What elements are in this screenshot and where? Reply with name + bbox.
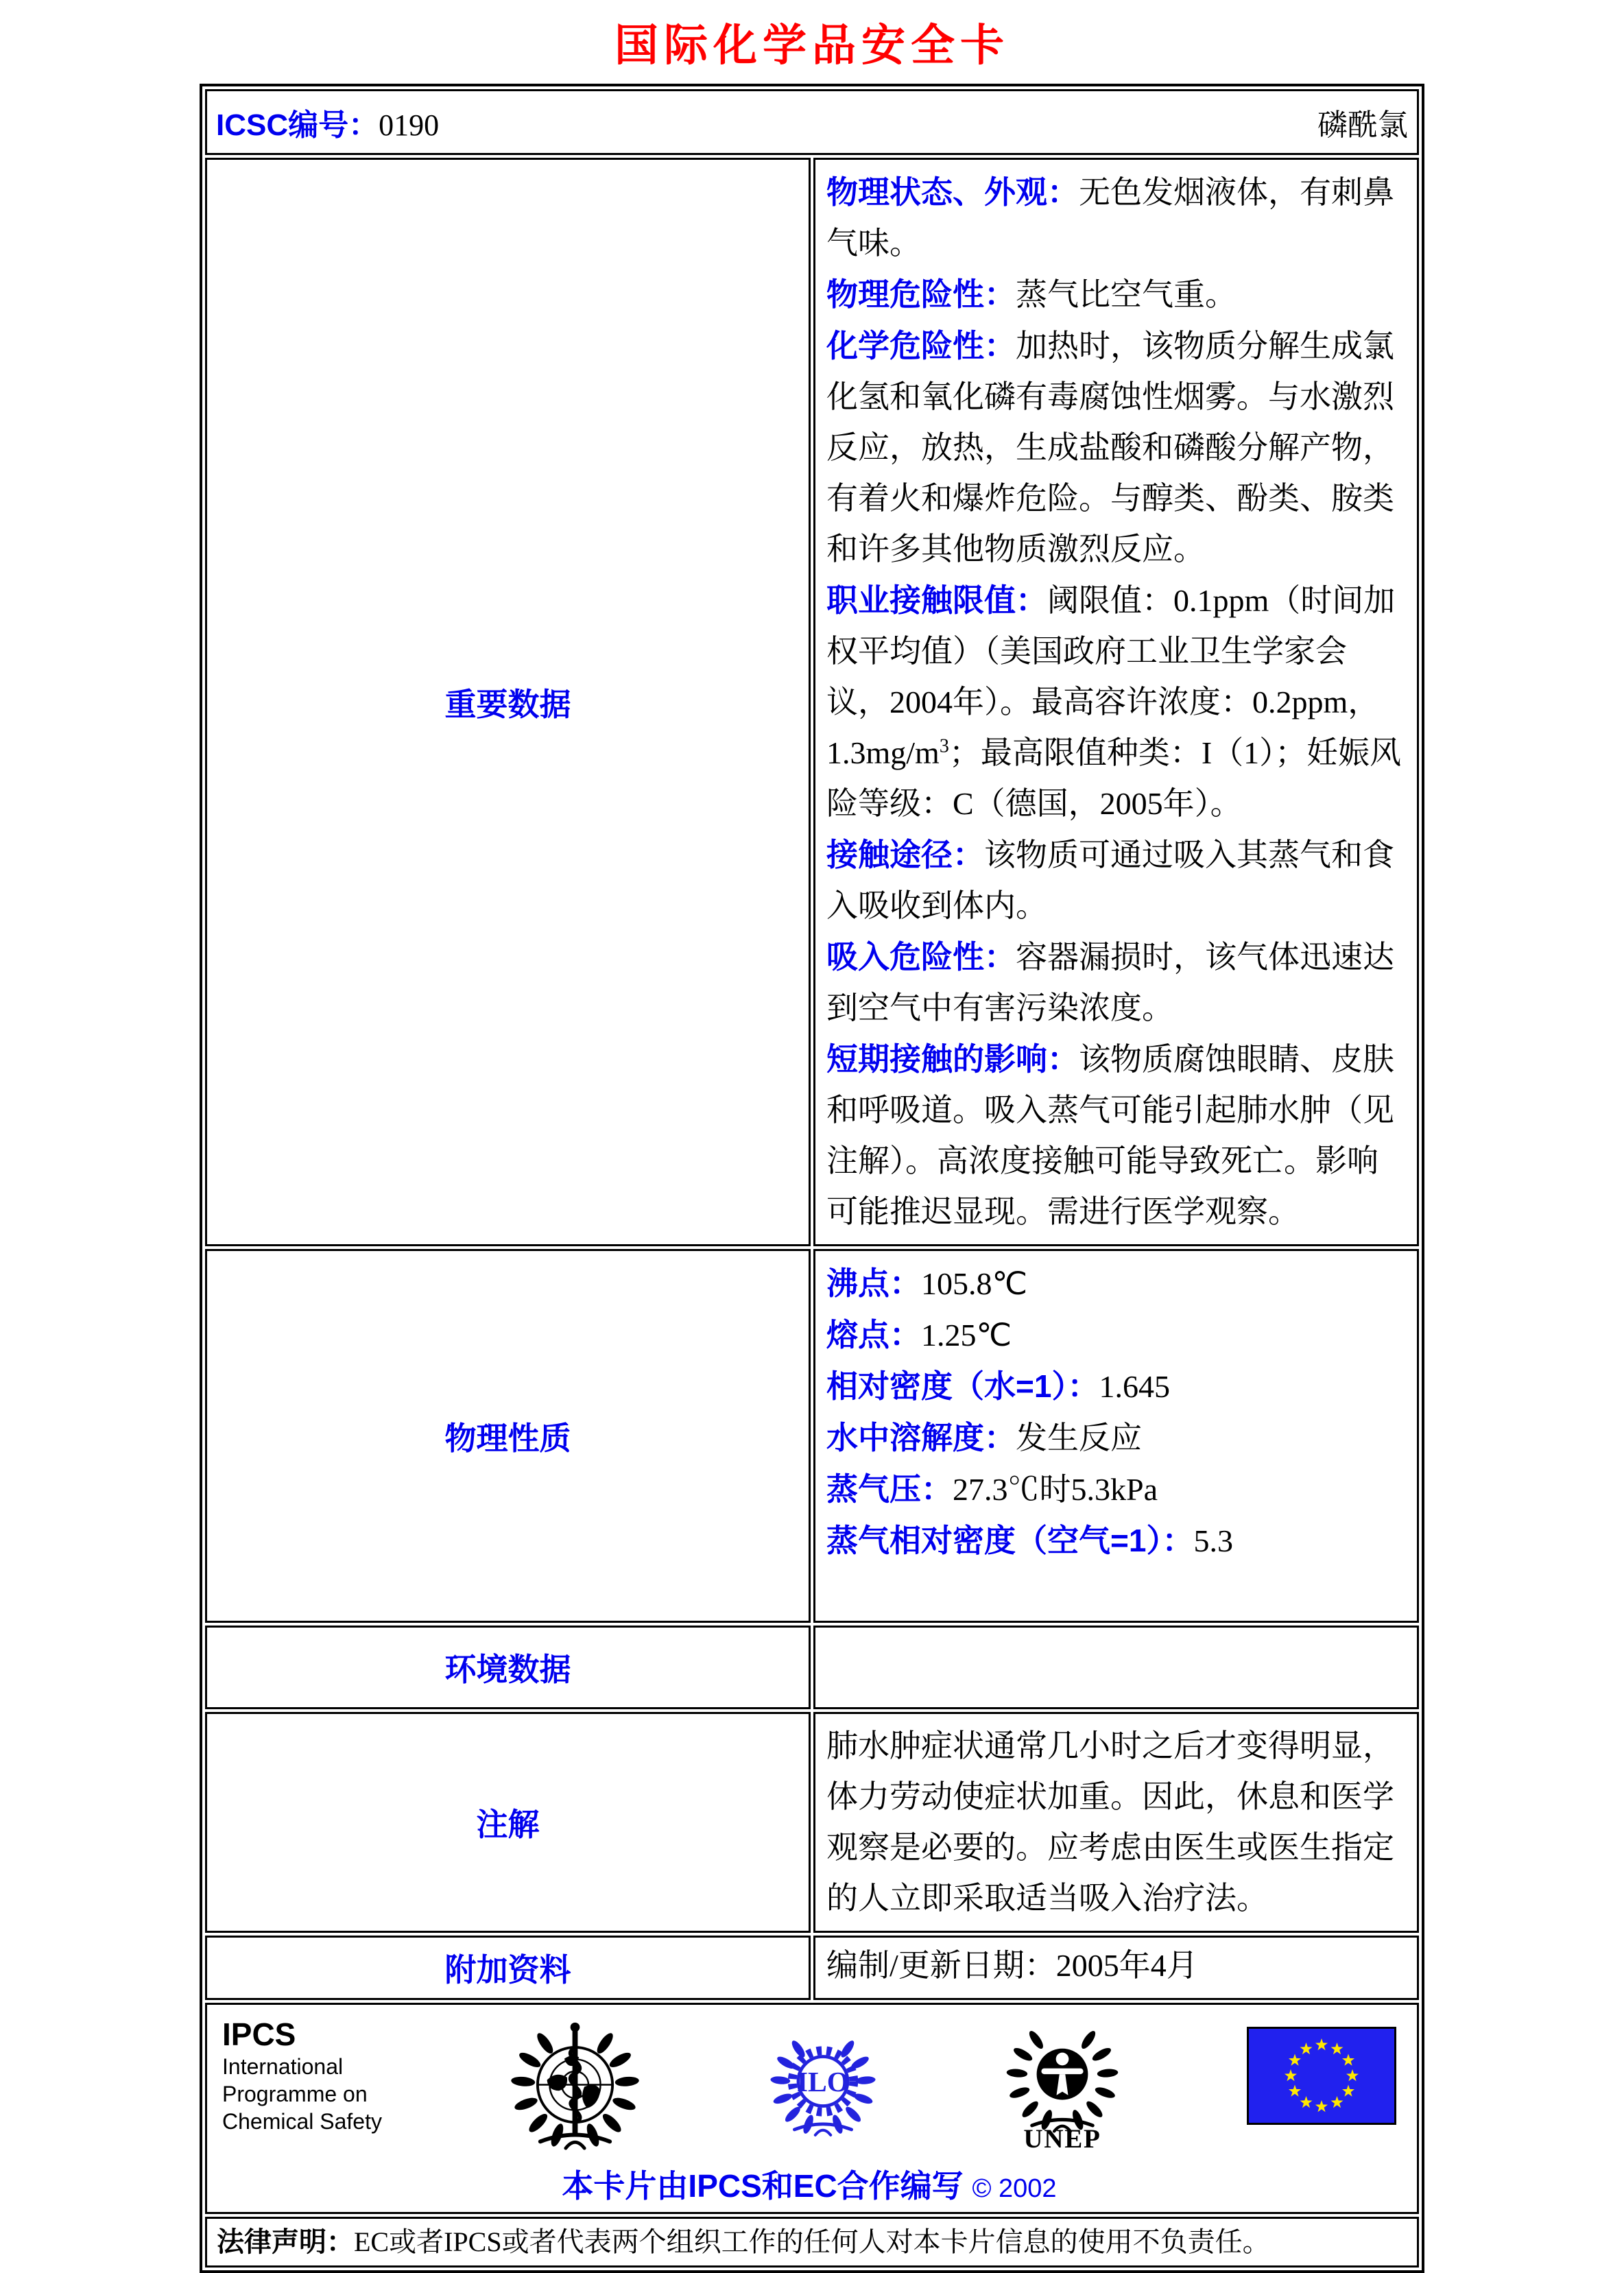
notes-content-cell: 肺水肿症状通常几小时之后才变得明显，体力劳动使症状加重。因此，休息和医学观察是必要的。应考虑由医生或医生指定的人立即采取适当吸入治疗法。 <box>813 1712 1419 1933</box>
header-row <box>205 89 1419 155</box>
logos-cell <box>205 2003 1419 2214</box>
copyright-notice: © 2002 <box>972 2174 1057 2203</box>
physical-properties-label-cell <box>205 1249 811 1623</box>
field-inhalation-risk: 吸入危险性：容器漏损时，该气体迅速达到空气中有害污染浓度。 <box>826 939 1394 1025</box>
additional-info-row <box>205 1936 1419 2000</box>
notes-label-cell <box>205 1712 811 1933</box>
legal-row <box>205 2217 1419 2268</box>
icsc-page <box>0 21 1624 2257</box>
field-exposure-routes: 接触途径：该物质可通过吸入其蒸气和食入吸收到体内。 <box>826 837 1394 923</box>
section-label-physical-properties: 物理性质 <box>444 1420 571 1456</box>
chemical-name: 磷酰氯 <box>1317 108 1408 142</box>
environmental-data-label-cell <box>205 1626 811 1709</box>
ipcs-acronym: IPCS <box>222 2016 296 2052</box>
logos-row <box>205 2003 1419 2214</box>
field-short-term-effects: 短期接触的影响：该物质腐蚀眼睛、皮肤和呼吸道。吸入蒸气可能引起肺水肿（见注解）。高浓度接触可能导致死亡。影响可能推迟显现。需进行医学观察。 <box>826 1041 1394 1229</box>
physical-properties-row <box>205 1249 1419 1623</box>
icsc-number-group <box>216 100 439 144</box>
important-data-row <box>205 158 1419 1246</box>
field-vapor-relative-density: 蒸气相对密度（空气=1）：5.3 <box>826 1523 1233 1558</box>
field-relative-density: 相对密度（水=1）：1.645 <box>826 1368 1170 1404</box>
field-melting-point: 熔点：1.25℃ <box>826 1317 1012 1353</box>
field-occupational-exposure-limits: 职业接触限值：阈限值：0.1ppm（时间加权平均值）（美国政府工业卫生学家会议，2004年）。最高容许浓度：0.2ppm，$1.3mg/m^3$；最高限值种类：I（1）；妊娠风险等级：C（德国，2005年）。 <box>826 582 1402 821</box>
field-physical-danger: 物理危险性：蒸气比空气重。 <box>826 276 1237 312</box>
field-boiling-point: 沸点：105.8℃ <box>826 1265 1028 1301</box>
unep-logo-icon <box>1004 2016 1121 2153</box>
icsc-number-value: 0190 <box>379 108 440 142</box>
environmental-data-content-cell <box>813 1626 1419 1709</box>
ipcs-text-block: IPCS International Programme on Chemical Safety <box>222 2016 382 2134</box>
environmental-data-row <box>205 1626 1419 1709</box>
additional-info-content-cell: 编制/更新日期：2005年4月 <box>813 1936 1419 2000</box>
icsc-card-table <box>200 84 1424 2273</box>
section-label-important-data: 重要数据 <box>444 686 571 722</box>
header-cell <box>205 89 1419 155</box>
field-physical-state: 物理状态、外观：无色发烟液体，有刺鼻气味。 <box>826 174 1394 261</box>
important-data-content-cell <box>813 158 1419 1246</box>
field-vapor-pressure: 蒸气压：27.3℃时5.3kPa <box>826 1471 1158 1507</box>
superscript-3: 3 <box>939 735 949 757</box>
notes-row <box>205 1712 1419 1933</box>
unep-letters: UNEP <box>1023 2124 1101 2154</box>
legal-cell <box>205 2217 1419 2268</box>
legal-label: 法律声明： <box>217 2227 354 2257</box>
field-chemical-danger: 化学危险性：加热时，该物质分解生成氯化氢和氧化磷有毒腐蚀性烟雾。与水激烈反应，放热，生成盐酸和磷酸分解产物，有着火和爆炸危险。与醇类、酚类、胺类和许多其他物质激烈反应。 <box>826 328 1394 567</box>
ilo-logo-icon <box>768 2016 878 2150</box>
ilo-letters: ILO <box>796 2065 850 2097</box>
page-title: 国际化学品安全卡 <box>614 21 1010 70</box>
field-water-solubility: 水中溶解度：发生反应 <box>826 1420 1142 1455</box>
icsc-number-label: ICSC编号： <box>216 108 379 142</box>
who-logo-icon <box>508 2016 642 2153</box>
cooperation-caption: 本卡片由IPCS和EC合作编写 © 2002 <box>562 2168 1057 2204</box>
physical-properties-content-cell <box>813 1249 1419 1623</box>
important-data-label-cell <box>205 158 811 1246</box>
section-label-additional-info: 附加资料 <box>444 1952 571 1988</box>
additional-info-label-cell <box>205 1936 811 2000</box>
section-label-environmental-data: 环境数据 <box>444 1652 571 1687</box>
legal-text: EC或者IPCS或者代表两个组织工作的任何人对本卡片信息的使用不负责任。 <box>354 2226 1270 2257</box>
section-label-notes: 注解 <box>476 1807 540 1842</box>
eu-flag-icon <box>1247 2027 1396 2125</box>
